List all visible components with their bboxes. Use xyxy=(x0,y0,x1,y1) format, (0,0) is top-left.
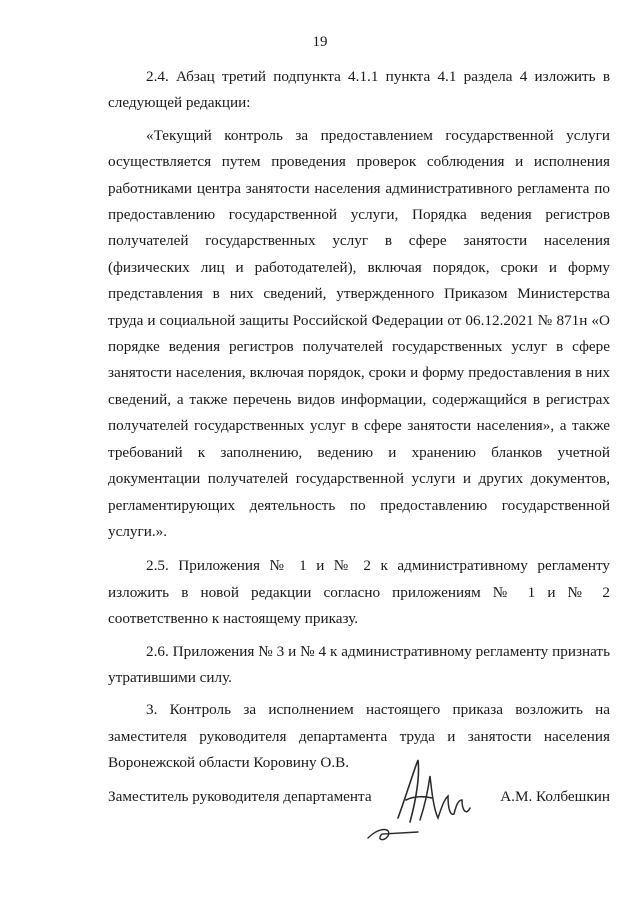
signature-block xyxy=(108,788,610,848)
document-body xyxy=(108,64,610,783)
signer-name: А.М. Колбешкин xyxy=(500,788,610,805)
paragraph-3: 3. Контроль за исполнением настоящего приказа возложить на заместителя руководителя департамента труда и занятости населения Воронежской области Коровину О.В. xyxy=(108,701,610,772)
paragraph-2-4: 2.4. Абзац третий подпункта 4.1.1 пункта 4.1 раздела 4 изложить в следующей редакции: xyxy=(108,68,610,112)
paragraph-2-5: 2.5. Приложения № 1 и № 2 к административному регламенту изложить в новой редакции согласно приложениям № 1 и № 2 соответственно к настоящему приказу. xyxy=(108,557,610,628)
page-number: 19 xyxy=(312,34,328,50)
paragraph-2-6: 2.6. Приложения № 3 и № 4 к административному регламенту признать утратившими силу. xyxy=(108,642,610,686)
signer-position: Заместитель руководителя департамента xyxy=(108,788,372,805)
paragraph-quote: «Текущий контроль за предоставлением государственной услуги осуществляется путем проведения проверок соблюдения и исполнения работниками центра занятости населения административного регламента по предоставлению государственной услуги, Порядка ведения регистров получателей государственных услуг в сфере занятости населения (физических лиц и работодателей), включая порядок, сроки и форму представления в них сведений, утвержденного Приказом Министерства труда и социальной защиты Российской Федерации от 06.12.2021 № 871н «О порядке ведения регистров получателей государственных услуг в сфере занятости населения, включая порядок, сроки и форму предоставления в них сведений, а также перечень видов информации, содержащийся в регистрах получателей государственных услуг в сфере занятости населения», а также требований к заполнению, ведению и хранению бланков учетной документации получателей государственной услуги и других документов, регламентирующих деятельность по предоставлению государственной услуги.». xyxy=(108,126,610,540)
handwritten-signature xyxy=(358,756,498,846)
